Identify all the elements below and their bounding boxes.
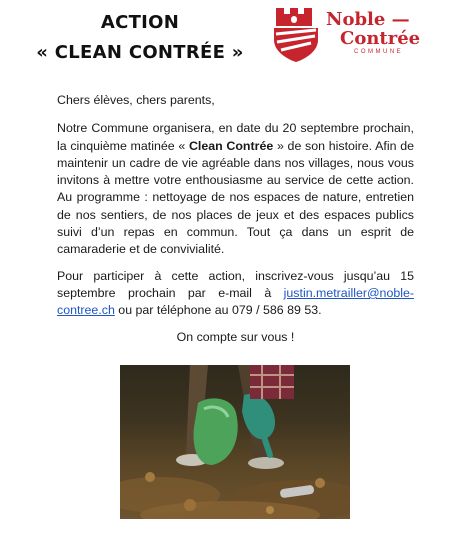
paragraph-registration	[57, 268, 414, 320]
photo-illustration	[120, 365, 350, 519]
email-link[interactable]: justin.metrailler@noble-contree.ch	[57, 285, 414, 318]
logo-line-1: Noble —	[326, 9, 410, 30]
paragraph-2-part-a: Pour participer à cette action, inscrivez-vous jusqu’au 15 septembre prochain par e-mail à	[57, 268, 414, 300]
flyer-title	[30, 8, 250, 68]
letter-body	[57, 92, 414, 355]
logo-subtitle: COMMUNE	[354, 49, 404, 55]
castle-tower-shield-icon	[270, 4, 322, 64]
event-name: Clean Contrée	[188, 138, 274, 153]
title-line-2: « CLEAN CONTRÉE »	[36, 42, 244, 63]
paragraph-1-part-b: » de son histoire. Afin de maintenir un cadre de vie agréable dans nos villages, nous vous invitons à mettre votre enthousiasme au service de cette action. Au programme : nettoyage de nos espaces de nature, entretien de nos sentiers, de nos places de jeux et des espaces publics suivi d’un repas en commun. Tout ça dans un esprit de camaraderie et de convivialité.	[57, 138, 415, 257]
logo-wordmark	[326, 10, 420, 56]
closing-line: On compte sur vous !	[176, 329, 295, 344]
paragraph-1-part-a: Notre Commune organisera, en date du 20 septembre prochain, la cinquième matinée «	[57, 121, 414, 153]
logo-line-2: Contrée	[340, 28, 421, 49]
paragraph-announcement	[57, 120, 414, 258]
title-line-1: ACTION	[100, 12, 180, 33]
volunteer-picking-up-litter-photo	[120, 365, 350, 519]
greeting: Chers élèves, chers parents,	[57, 93, 215, 107]
paragraph-2-part-b: ou par téléphone au 079 / 586 89 53.	[114, 303, 322, 318]
noble-contree-logo	[270, 4, 450, 66]
